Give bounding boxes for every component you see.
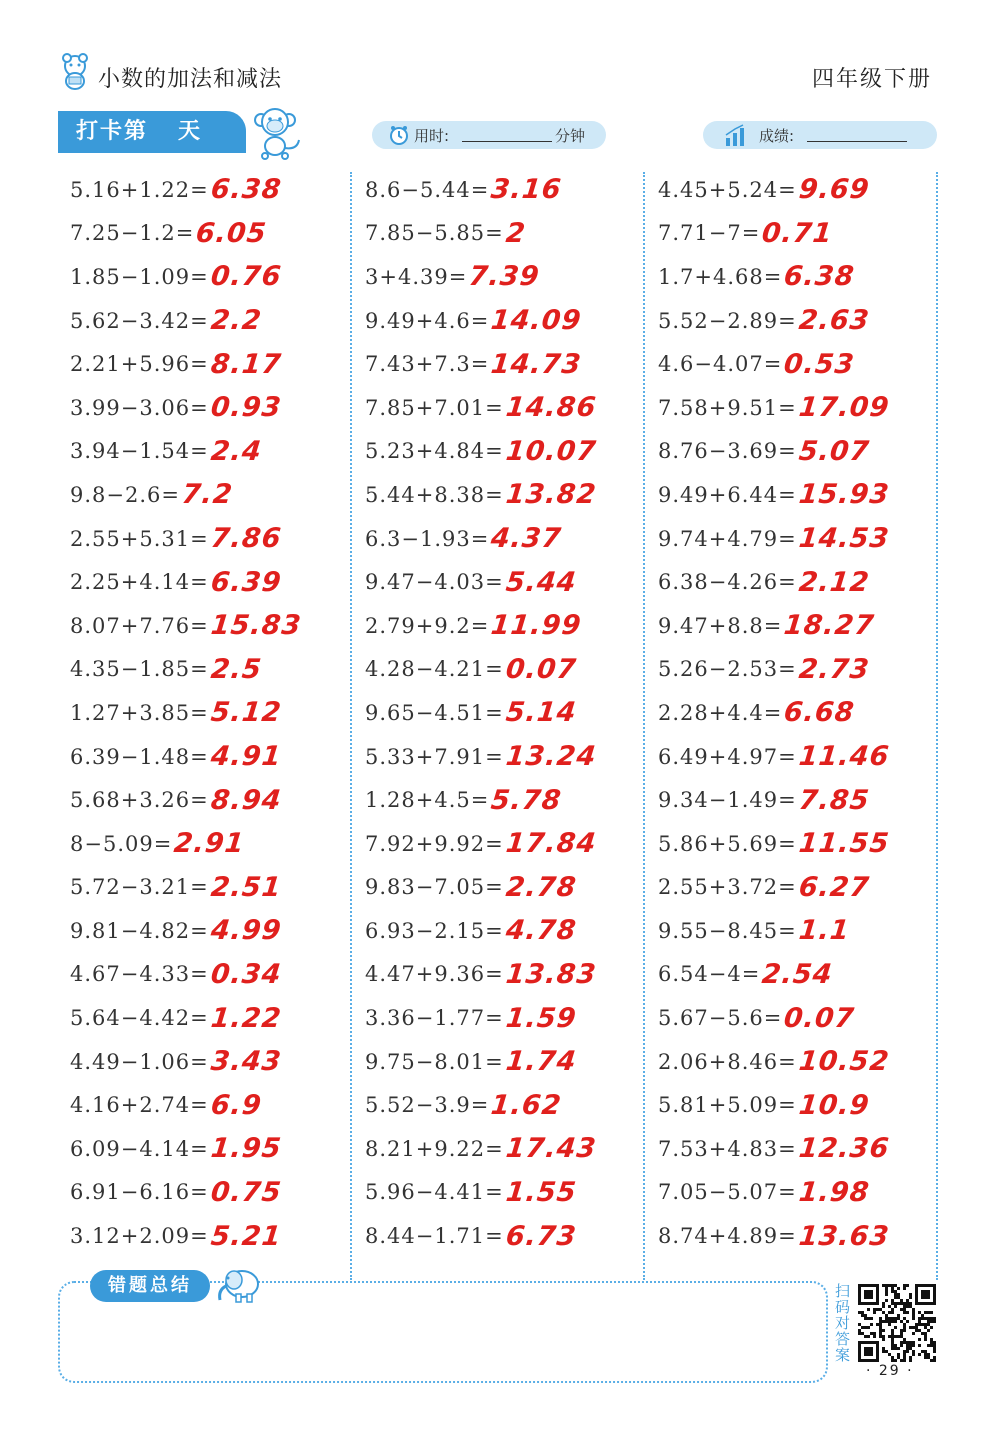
equation: 4.45+5.24= [658, 177, 797, 202]
elephant-icon [214, 1262, 270, 1304]
problem-row [70, 386, 350, 430]
equation: 6.39−1.48= [70, 744, 209, 769]
handwritten-answer: 15.93 [797, 479, 891, 511]
equation: 8.44−1.71= [365, 1224, 504, 1249]
problem-row [365, 299, 645, 343]
handwritten-answer: 5.12 [209, 697, 283, 729]
problem-row [70, 735, 350, 779]
handwritten-answer: 1.22 [209, 1002, 283, 1034]
handwritten-answer: 3.43 [209, 1046, 283, 1078]
handwritten-answer: 12.36 [797, 1133, 891, 1165]
equation: 4.67−4.33= [70, 962, 209, 987]
equation: 7.92+9.92= [365, 831, 504, 856]
equation: 2.79+9.2= [365, 613, 490, 638]
problem-row [365, 691, 645, 735]
handwritten-answer: 14.09 [489, 305, 584, 337]
equation: 6.49+4.97= [658, 744, 797, 769]
equation: 9.34−1.49= [658, 788, 797, 813]
problem-row [658, 822, 938, 866]
handwritten-answer: 2.78 [504, 871, 578, 903]
problem-row [70, 1171, 350, 1215]
equation: 9.47+8.8= [658, 613, 783, 638]
handwritten-answer: 14.53 [797, 523, 891, 555]
problem-row [658, 212, 938, 256]
score-field [703, 121, 937, 149]
problem-row [365, 1171, 645, 1215]
problem-row [658, 560, 938, 604]
handwritten-answer: 2.2 [209, 305, 264, 337]
problem-column-2 [365, 168, 645, 1258]
equation: 1.7+4.68= [658, 264, 783, 289]
time-blank[interactable] [462, 125, 552, 142]
problem-row [70, 342, 350, 386]
handwritten-answer: 3.16 [489, 174, 564, 206]
column-divider [350, 172, 352, 1280]
problem-row [365, 953, 645, 997]
handwritten-answer: 7.39 [467, 261, 542, 293]
equation: 1.85−1.09= [70, 264, 209, 289]
handwritten-answer: 1.59 [504, 1002, 578, 1034]
score-label: 成绩: [759, 127, 795, 145]
equation: 7.25−1.2= [70, 221, 195, 246]
handwritten-answer: 5.44 [504, 566, 578, 598]
problem-row [70, 778, 350, 822]
equation: 9.47−4.03= [365, 570, 504, 595]
handwritten-answer: 10.07 [504, 435, 598, 467]
problem-row [70, 691, 350, 735]
problem-row [70, 1040, 350, 1084]
problem-row [658, 1127, 938, 1171]
problem-row [658, 430, 938, 474]
problem-row [658, 648, 938, 692]
equation: 6.54−4= [658, 962, 761, 987]
equation: 9.55−8.45= [658, 918, 797, 943]
problem-row [365, 1040, 645, 1084]
equation: 4.6−4.07= [658, 352, 783, 377]
handwritten-answer: 2 [504, 217, 528, 249]
problem-row [365, 168, 645, 212]
equation: 2.21+5.96= [70, 352, 209, 377]
problem-row [70, 517, 350, 561]
equation: 8.74+4.89= [658, 1224, 797, 1249]
handwritten-answer: 11.99 [489, 610, 584, 642]
equation: 7.53+4.83= [658, 1136, 797, 1161]
equation: 5.62−3.42= [70, 308, 209, 333]
handwritten-answer: 1.98 [797, 1176, 871, 1208]
problem-row [658, 255, 938, 299]
problem-row [365, 342, 645, 386]
handwritten-answer: 0.71 [760, 217, 835, 249]
handwritten-answer: 13.24 [504, 741, 598, 773]
problem-row [365, 1083, 645, 1127]
equation: 7.71−7= [658, 221, 761, 246]
handwritten-answer: 11.55 [797, 828, 891, 860]
handwritten-answer: 4.37 [489, 523, 564, 555]
problem-row [365, 1127, 645, 1171]
handwritten-answer: 5.14 [504, 697, 578, 729]
equation: 9.8−2.6= [70, 482, 180, 507]
handwritten-answer: 5.78 [489, 784, 564, 816]
mistake-summary-label: 错题总结 [90, 1270, 210, 1302]
time-label: 用时: [414, 127, 450, 145]
equation: 3.99−3.06= [70, 395, 209, 420]
handwritten-answer: 2.5 [209, 653, 264, 685]
equation: 4.16+2.74= [70, 1093, 209, 1118]
equation: 7.85+7.01= [365, 395, 504, 420]
problem-row [658, 953, 938, 997]
problem-row [70, 212, 350, 256]
equation: 1.27+3.85= [70, 700, 209, 725]
handwritten-answer: 8.94 [209, 784, 283, 816]
handwritten-answer: 7.85 [797, 784, 871, 816]
equation: 5.64−4.42= [70, 1006, 209, 1031]
book-title: 小数的加法和减法 [98, 67, 283, 92]
handwritten-answer: 4.99 [209, 915, 283, 947]
problem-row [658, 473, 938, 517]
handwritten-answer: 7.2 [180, 479, 235, 511]
equation: 3.94−1.54= [70, 439, 209, 464]
handwritten-answer: 10.9 [797, 1089, 871, 1121]
problem-row [365, 560, 645, 604]
handwritten-answer: 4.91 [209, 741, 283, 773]
handwritten-answer: 2.73 [797, 653, 871, 685]
equation: 5.67−5.6= [658, 1006, 783, 1031]
equation: 6.09−4.14= [70, 1136, 209, 1161]
bear-logo-icon [58, 52, 92, 92]
handwritten-answer: 13.82 [504, 479, 598, 511]
problem-row [70, 909, 350, 953]
qr-code[interactable] [858, 1284, 936, 1362]
equation: 8.07+7.76= [70, 613, 209, 638]
problem-row [365, 255, 645, 299]
equation: 5.23+4.84= [365, 439, 504, 464]
equation: 4.28−4.21= [365, 657, 504, 682]
handwritten-answer: 5.07 [797, 435, 871, 467]
handwritten-answer: 17.84 [504, 828, 598, 860]
handwritten-answer: 6.73 [504, 1220, 578, 1252]
problem-row [365, 604, 645, 648]
problem-row [658, 996, 938, 1040]
equation: 3.12+2.09= [70, 1224, 209, 1249]
scan-for-answers-label: 扫码对答案 [835, 1282, 851, 1364]
problem-column-3 [658, 168, 938, 1258]
handwritten-answer: 13.63 [797, 1220, 891, 1252]
problem-row [658, 909, 938, 953]
monkey-mascot-icon [247, 104, 303, 160]
problem-row [70, 560, 350, 604]
problem-row [658, 1171, 938, 1215]
handwritten-answer: 14.86 [504, 392, 598, 424]
equation: 7.43+7.3= [365, 352, 490, 377]
problem-row [70, 255, 350, 299]
equation: 6.3−1.93= [365, 526, 490, 551]
problem-row [70, 430, 350, 474]
handwritten-answer: 6.39 [209, 566, 283, 598]
handwritten-answer: 1.55 [504, 1176, 578, 1208]
equation: 3+4.39= [365, 264, 468, 289]
equation: 4.47+9.36= [365, 962, 504, 987]
equation: 6.38−4.26= [658, 570, 797, 595]
time-field [372, 121, 606, 149]
problem-row [70, 1214, 350, 1258]
equation: 5.72−3.21= [70, 875, 209, 900]
problem-row [70, 953, 350, 997]
problem-row [658, 342, 938, 386]
problem-row [658, 1214, 938, 1258]
equation: 9.49+6.44= [658, 482, 797, 507]
grade-label: 四年级下册 [811, 67, 932, 92]
handwritten-answer: 6.38 [782, 261, 857, 293]
equation: 7.05−5.07= [658, 1180, 797, 1205]
problem-row [658, 386, 938, 430]
equation: 5.44+8.38= [365, 482, 504, 507]
equation: 9.83−7.05= [365, 875, 504, 900]
handwritten-answer: 1.1 [797, 915, 852, 947]
equation: 5.86+5.69= [658, 831, 797, 856]
handwritten-answer: 5.21 [209, 1220, 283, 1252]
problem-row [365, 996, 645, 1040]
equation: 5.26−2.53= [658, 657, 797, 682]
handwritten-answer: 17.09 [797, 392, 891, 424]
handwritten-answer: 2.12 [797, 566, 871, 598]
equation: 2.25+4.14= [70, 570, 209, 595]
equation: 2.28+4.4= [658, 700, 783, 725]
handwritten-answer: 2.91 [172, 828, 247, 860]
equation: 9.49+4.6= [365, 308, 490, 333]
problem-row [70, 996, 350, 1040]
handwritten-answer: 0.76 [209, 261, 283, 293]
handwritten-answer: 7.86 [209, 523, 283, 555]
problem-row [658, 1083, 938, 1127]
equation: 9.81−4.82= [70, 918, 209, 943]
equation: 5.96−4.41= [365, 1180, 504, 1205]
handwritten-answer: 6.68 [782, 697, 857, 729]
equation: 9.74+4.79= [658, 526, 797, 551]
problem-row [658, 778, 938, 822]
problem-row [658, 604, 938, 648]
problem-row [365, 386, 645, 430]
equation: 4.49−1.06= [70, 1049, 209, 1074]
problem-row [365, 822, 645, 866]
handwritten-answer: 11.46 [797, 741, 891, 773]
handwritten-answer: 6.27 [797, 871, 871, 903]
page-number: · 29 · [866, 1363, 914, 1379]
checkin-prefix: 打卡第 [76, 119, 149, 144]
time-unit: 分钟 [555, 127, 586, 145]
handwritten-answer: 13.83 [504, 958, 598, 990]
handwritten-answer: 0.34 [209, 958, 283, 990]
equation: 9.75−8.01= [365, 1049, 504, 1074]
equation: 5.52−3.9= [365, 1093, 490, 1118]
handwritten-answer: 6.9 [209, 1089, 264, 1121]
problem-row [70, 866, 350, 910]
problem-row [658, 691, 938, 735]
handwritten-answer: 2.51 [209, 871, 283, 903]
equation: 3.36−1.77= [365, 1006, 504, 1031]
equation: 5.52−2.89= [658, 308, 797, 333]
problem-column-1 [70, 168, 350, 1258]
problem-row [658, 866, 938, 910]
equation: 2.55+3.72= [658, 875, 797, 900]
equation: 6.91−6.16= [70, 1180, 209, 1205]
problem-row [365, 430, 645, 474]
equation: 8.21+9.22= [365, 1136, 504, 1161]
problem-row [70, 648, 350, 692]
handwritten-answer: 0.53 [782, 348, 857, 380]
problem-row [658, 517, 938, 561]
problem-row [365, 735, 645, 779]
problem-row [365, 909, 645, 953]
score-blank[interactable] [807, 125, 907, 142]
handwritten-answer: 17.43 [504, 1133, 598, 1165]
checkin-suffix: 天 [178, 119, 203, 144]
equation: 6.93−2.15= [365, 918, 504, 943]
equation: 5.68+3.26= [70, 788, 209, 813]
problem-row [365, 212, 645, 256]
problem-row [70, 299, 350, 343]
handwritten-answer: 6.38 [209, 174, 283, 206]
problem-row [365, 866, 645, 910]
equation: 7.85−5.85= [365, 221, 504, 246]
equation: 5.81+5.09= [658, 1093, 797, 1118]
handwritten-answer: 0.93 [209, 392, 283, 424]
equation: 8.6−5.44= [365, 177, 490, 202]
handwritten-answer: 0.07 [504, 653, 578, 685]
equation: 7.58+9.51= [658, 395, 797, 420]
clock-icon [388, 124, 410, 146]
handwritten-answer: 2.54 [760, 958, 835, 990]
handwritten-answer: 9.69 [797, 174, 871, 206]
problem-row [70, 473, 350, 517]
problem-row [365, 648, 645, 692]
problem-row [70, 604, 350, 648]
checkin-banner [58, 111, 246, 153]
problem-row [365, 1214, 645, 1258]
equation: 5.33+7.91= [365, 744, 504, 769]
equation: 5.16+1.22= [70, 177, 209, 202]
handwritten-answer: 0.75 [209, 1176, 283, 1208]
problem-row [658, 168, 938, 212]
problem-row [658, 299, 938, 343]
problem-row [365, 778, 645, 822]
problem-row [70, 822, 350, 866]
handwritten-answer: 2.63 [797, 305, 871, 337]
handwritten-answer: 15.83 [209, 610, 303, 642]
equation: 8.76−3.69= [658, 439, 797, 464]
chart-icon [723, 122, 749, 148]
handwritten-answer: 14.73 [489, 348, 584, 380]
equation: 2.55+5.31= [70, 526, 209, 551]
handwritten-answer: 1.74 [504, 1046, 578, 1078]
handwritten-answer: 0.07 [782, 1002, 857, 1034]
equation: 9.65−4.51= [365, 700, 504, 725]
equation: 8−5.09= [70, 831, 173, 856]
handwritten-answer: 18.27 [782, 610, 877, 642]
problem-row [70, 168, 350, 212]
handwritten-answer: 1.62 [489, 1089, 564, 1121]
problem-row [365, 517, 645, 561]
handwritten-answer: 2.4 [209, 435, 264, 467]
equation: 4.35−1.85= [70, 657, 209, 682]
problem-row [365, 473, 645, 517]
problem-row [658, 735, 938, 779]
handwritten-answer: 10.52 [797, 1046, 891, 1078]
handwritten-answer: 6.05 [194, 217, 269, 249]
problem-row [658, 1040, 938, 1084]
equation: 1.28+4.5= [365, 788, 490, 813]
equation: 2.06+8.46= [658, 1049, 797, 1074]
problem-row [70, 1083, 350, 1127]
handwritten-answer: 8.17 [209, 348, 283, 380]
handwritten-answer: 4.78 [504, 915, 578, 947]
problem-row [70, 1127, 350, 1171]
handwritten-answer: 1.95 [209, 1133, 283, 1165]
